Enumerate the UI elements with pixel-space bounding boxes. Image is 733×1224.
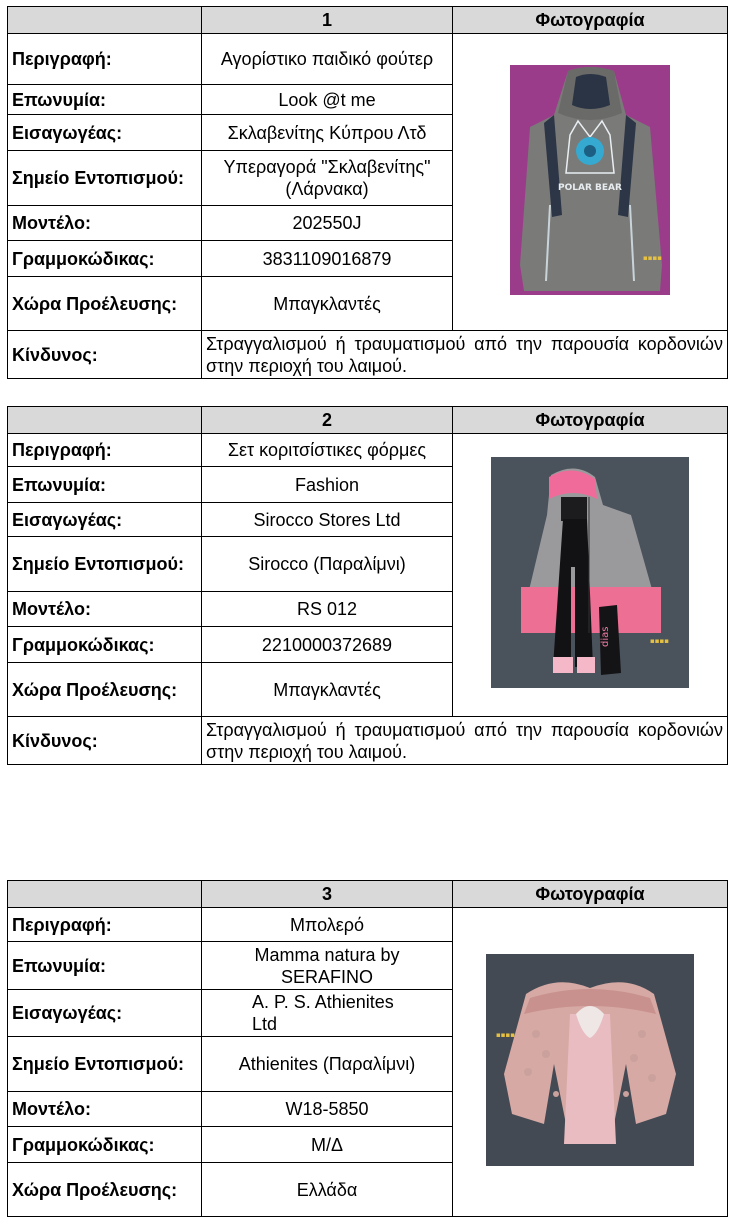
- brand-value: Fashion: [202, 467, 453, 503]
- risk-value: Στραγγαλισμού ή τραυματισμού από την παρουσία κορδονιών στην περιοχή του λαιμού.: [202, 331, 728, 379]
- brand-value: Look @t me: [202, 85, 453, 115]
- origin-label: Χώρα Προέλευσης:: [8, 277, 202, 331]
- description-value: Αγορίστικο παιδικό φούτερ: [202, 34, 453, 85]
- photo-header: Φωτογραφία: [453, 7, 728, 34]
- origin-value: Ελλάδα: [202, 1163, 453, 1217]
- description-label: Περιγραφή:: [8, 908, 202, 942]
- header-blank-cell: [8, 407, 202, 434]
- photo-cell: [453, 434, 728, 717]
- model-label: Μοντέλο:: [8, 592, 202, 627]
- barcode-label: Γραμμοκώδικας:: [8, 627, 202, 663]
- record-table-1: [7, 6, 728, 379]
- product-photo-bolero: [486, 954, 694, 1166]
- product-photo-tracksuit: [491, 457, 689, 688]
- origin-value: Μπαγκλαντές: [202, 277, 453, 331]
- header-blank-cell: [8, 7, 202, 34]
- location-value: Athienites (Παραλίμνι): [202, 1037, 453, 1092]
- location-value: Sirocco (Παραλίμνι): [202, 537, 453, 592]
- model-label: Μοντέλο:: [8, 1092, 202, 1127]
- barcode-value: 3831109016879: [202, 241, 453, 277]
- model-value: RS 012: [202, 592, 453, 627]
- record-number: 2: [202, 407, 453, 434]
- origin-label: Χώρα Προέλευσης:: [8, 1163, 202, 1217]
- importer-value: Σκλαβενίτης Κύπρου Λτδ: [202, 115, 453, 151]
- location-value: Υπεραγορά "Σκλαβενίτης" (Λάρνακα): [202, 151, 453, 206]
- photo-header: Φωτογραφία: [453, 881, 728, 908]
- location-label: Σημείο Εντοπισμού:: [8, 151, 202, 206]
- photo-date-stamp: ▪▪▪▪: [643, 253, 662, 262]
- photo-date-stamp: ▪▪▪▪: [650, 637, 669, 645]
- importer-value: A. P. S. Athienites Ltd: [202, 990, 453, 1037]
- description-label: Περιγραφή:: [8, 34, 202, 85]
- svg-text:POLAR BEAR: POLAR BEAR: [558, 182, 622, 193]
- importer-label: Εισαγωγέας:: [8, 115, 202, 151]
- location-label: Σημείο Εντοπισμού:: [8, 537, 202, 592]
- origin-value: Μπαγκλαντές: [202, 663, 453, 717]
- photo-cell: [453, 34, 728, 331]
- importer-label: Εισαγωγέας:: [8, 990, 202, 1037]
- model-label: Μοντέλο:: [8, 206, 202, 241]
- barcode-label: Γραμμοκώδικας:: [8, 241, 202, 277]
- description-label: Περιγραφή:: [8, 434, 202, 467]
- importer-value: Sirocco Stores Ltd: [202, 503, 453, 537]
- risk-label: Κίνδυνος:: [8, 717, 202, 765]
- record-table-3: [7, 880, 728, 1217]
- risk-label: Κίνδυνος:: [8, 331, 202, 379]
- barcode-value: 2210000372689: [202, 627, 453, 663]
- importer-label: Εισαγωγέας:: [8, 503, 202, 537]
- brand-value: Mamma natura by SERAFINO: [202, 942, 453, 990]
- barcode-label: Γραμμοκώδικας:: [8, 1127, 202, 1163]
- product-photo-hoodie: [510, 65, 670, 295]
- description-value: Σετ κοριτσίστικες φόρμες: [202, 434, 453, 467]
- header-blank-cell: [8, 881, 202, 908]
- photo-cell: [453, 908, 728, 1217]
- record-table-2: [7, 406, 728, 765]
- description-value: Μπολερό: [202, 908, 453, 942]
- record-number: 1: [202, 7, 453, 34]
- location-label: Σημείο Εντοπισμού:: [8, 1037, 202, 1092]
- barcode-value: Μ/Δ: [202, 1127, 453, 1163]
- brand-label: Επωνυμία:: [8, 942, 202, 990]
- photo-header: Φωτογραφία: [453, 407, 728, 434]
- record-number: 3: [202, 881, 453, 908]
- svg-text:dias: dias: [600, 626, 611, 647]
- origin-label: Χώρα Προέλευσης:: [8, 663, 202, 717]
- brand-label: Επωνυμία:: [8, 85, 202, 115]
- risk-value: Στραγγαλισμού ή τραυματισμού από την παρουσία κορδονιών στην περιοχή του λαιμού.: [202, 717, 728, 765]
- brand-label: Επωνυμία:: [8, 467, 202, 503]
- model-value: 202550J: [202, 206, 453, 241]
- photo-date-stamp: ▪▪▪▪: [496, 1030, 515, 1039]
- model-value: W18-5850: [202, 1092, 453, 1127]
